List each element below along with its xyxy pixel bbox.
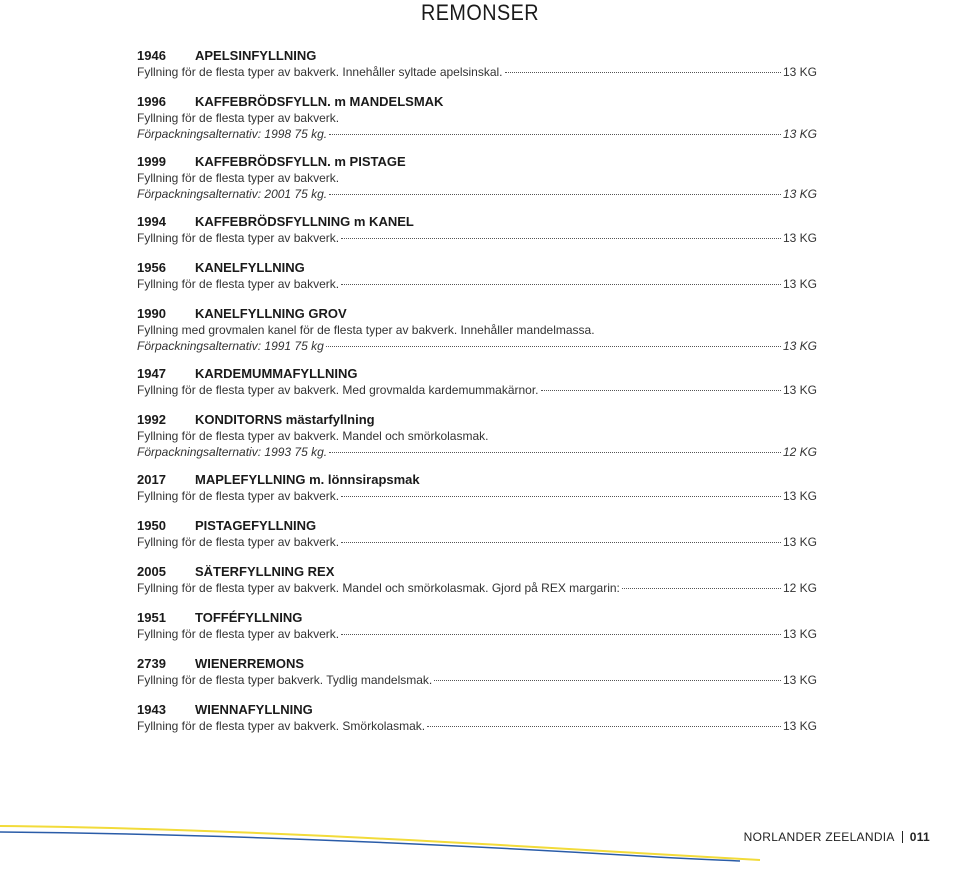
dot-leader: [505, 71, 781, 73]
dot-leader: [341, 633, 781, 635]
product-item: [137, 48, 817, 80]
package-weight: 13 KG: [782, 65, 817, 79]
product-name: WIENNAFYLLNING: [195, 702, 313, 717]
wave-blue-line: [0, 832, 740, 861]
package-weight: 13 KG: [782, 535, 817, 549]
dot-leader: [341, 541, 781, 543]
product-heading: [137, 154, 817, 170]
product-heading: [137, 702, 817, 718]
description-text: Fyllning för de flesta typer av bakverk.: [137, 277, 340, 291]
description-text: Fyllning för de flesta typer av bakverk. Med grovmalda kardemummakärnor.: [137, 383, 539, 397]
product-code: 1956: [137, 260, 166, 275]
product-code: 2739: [137, 656, 166, 671]
product-name: APELSINFYLLNING: [195, 48, 317, 63]
product-item: [137, 656, 817, 688]
package-weight: 13 KG: [782, 673, 817, 687]
packaging-text: Förpackningsalternativ: 1991 75 kg: [137, 339, 324, 353]
dot-leader: [434, 679, 781, 681]
product-name: KANELFYLLNING GROV: [195, 306, 347, 321]
package-weight: 13 KG: [782, 383, 817, 397]
product-name: TOFFÉFYLLNING: [195, 610, 303, 625]
description-line: [137, 382, 817, 398]
packaging-text: Förpackningsalternativ: 1993 75 kg.: [137, 445, 328, 459]
product-code: 1946: [137, 48, 166, 63]
product-item: [137, 214, 817, 246]
footer: [0, 800, 960, 874]
package-weight: 13 KG: [782, 719, 817, 733]
product-item: [137, 564, 817, 596]
product-heading: [137, 564, 817, 580]
product-code: 1947: [137, 366, 166, 381]
package-weight: 12 KG: [782, 581, 817, 595]
product-item: [137, 154, 817, 202]
packaging-line: [137, 126, 817, 142]
package-weight: 12 KG: [782, 445, 817, 459]
product-code: 1950: [137, 518, 166, 533]
description-line: [137, 230, 817, 246]
product-name: KARDEMUMMAFYLLNING: [195, 366, 358, 381]
package-weight: 13 KG: [782, 489, 817, 503]
packaging-text: Förpackningsalternativ: 2001 75 kg.: [137, 187, 328, 201]
package-weight: 13 KG: [782, 339, 817, 353]
product-name: KAFFEBRÖDSFYLLN. m MANDELSMAK: [195, 94, 444, 109]
dot-leader: [326, 345, 781, 347]
product-code: 1951: [137, 610, 166, 625]
product-code: 2005: [137, 564, 166, 579]
page-title: REMONSER: [420, 0, 540, 25]
description-text: Fyllning för de flesta typer av bakverk.: [137, 627, 340, 641]
dot-leader: [341, 237, 781, 239]
product-name: PISTAGEFYLLNING: [195, 518, 317, 533]
product-code: 1999: [137, 154, 166, 169]
product-name: KONDITORNS mästarfyllning: [195, 412, 375, 427]
description-line: [137, 170, 817, 186]
dot-leader: [541, 389, 781, 391]
product-item: [137, 472, 817, 504]
description-line: [137, 322, 817, 338]
packaging-text: Förpackningsalternativ: 1998 75 kg.: [137, 127, 328, 141]
product-code: 1990: [137, 306, 166, 321]
product-item: [137, 412, 817, 460]
product-name: KANELFYLLNING: [195, 260, 305, 275]
description-line: [137, 64, 817, 80]
packaging-line: [137, 338, 817, 354]
description-line: [137, 534, 817, 550]
description-text: Fyllning för de flesta typer av bakverk. Innehåller syltade apelsinskal.: [137, 65, 503, 79]
package-weight: 13 KG: [782, 277, 817, 291]
package-weight: 13 KG: [782, 127, 817, 141]
description-line: [137, 672, 817, 688]
package-weight: 13 KG: [782, 231, 817, 245]
product-code: 1994: [137, 214, 166, 229]
product-code: 1992: [137, 412, 166, 427]
description-line: [137, 626, 817, 642]
package-weight: 13 KG: [782, 627, 817, 641]
description-line: [137, 718, 817, 734]
description-line: [137, 110, 817, 126]
product-heading: [137, 306, 817, 322]
product-heading: [137, 214, 817, 230]
dot-leader: [329, 193, 781, 195]
description-line: [137, 276, 817, 292]
description-text: Fyllning för de flesta typer av bakverk. Smörkolasmak.: [137, 719, 426, 733]
product-heading: [137, 260, 817, 276]
description-text: Fyllning för de flesta typer bakverk. Tydlig mandelsmak.: [137, 673, 433, 687]
product-item: [137, 366, 817, 398]
product-heading: [137, 472, 817, 488]
dot-leader: [622, 587, 781, 589]
product-code: 1996: [137, 94, 166, 109]
product-heading: [137, 94, 817, 110]
product-item: [137, 260, 817, 292]
description-text: Fyllning för de flesta typer av bakverk.: [137, 111, 340, 125]
page-number: 011: [909, 830, 930, 844]
product-item: [137, 306, 817, 354]
brand-footer: [744, 830, 930, 844]
dot-leader: [341, 495, 781, 497]
description-text: Fyllning för de flesta typer av bakverk. Mandel och smörkolasmak. Gjord på REX margarin:: [137, 581, 620, 595]
product-code: 2017: [137, 472, 166, 487]
product-heading: [137, 610, 817, 626]
product-name: MAPLEFYLLNING m. lönnsirapsmak: [195, 472, 420, 487]
description-line: [137, 428, 817, 444]
description-text: Fyllning för de flesta typer av bakverk.: [137, 535, 340, 549]
dot-leader: [427, 725, 781, 727]
product-heading: [137, 412, 817, 428]
dot-leader: [341, 283, 781, 285]
dot-leader: [329, 451, 781, 453]
product-name: KAFFEBRÖDSFYLLN. m PISTAGE: [195, 154, 406, 169]
product-heading: [137, 48, 817, 64]
package-weight: 13 KG: [782, 187, 817, 201]
product-list: [137, 48, 817, 748]
description-text: Fyllning för de flesta typer av bakverk.: [137, 231, 340, 245]
product-item: [137, 94, 817, 142]
product-heading: [137, 656, 817, 672]
product-heading: [137, 518, 817, 534]
packaging-line: [137, 186, 817, 202]
description-text: Fyllning med grovmalen kanel för de flesta typer av bakverk. Innehåller mandelmassa.: [137, 323, 595, 337]
description-text: Fyllning för de flesta typer av bakverk.: [137, 489, 340, 503]
product-name: SÄTERFYLLNING REX: [195, 564, 335, 579]
brand-name: NORLANDER ZEELANDIA: [743, 830, 895, 844]
product-heading: [137, 366, 817, 382]
dot-leader: [329, 133, 781, 135]
packaging-line: [137, 444, 817, 460]
description-text: Fyllning för de flesta typer av bakverk. Mandel och smörkolasmak.: [137, 429, 489, 443]
description-text: Fyllning för de flesta typer av bakverk.: [137, 171, 340, 185]
description-line: [137, 580, 817, 596]
product-item: [137, 702, 817, 734]
description-line: [137, 488, 817, 504]
product-item: [137, 518, 817, 550]
product-name: WIENERREMONS: [195, 656, 305, 671]
product-code: 1943: [137, 702, 166, 717]
footer-divider: [902, 831, 903, 843]
product-item: [137, 610, 817, 642]
product-name: KAFFEBRÖDSFYLLNING m KANEL: [195, 214, 414, 229]
